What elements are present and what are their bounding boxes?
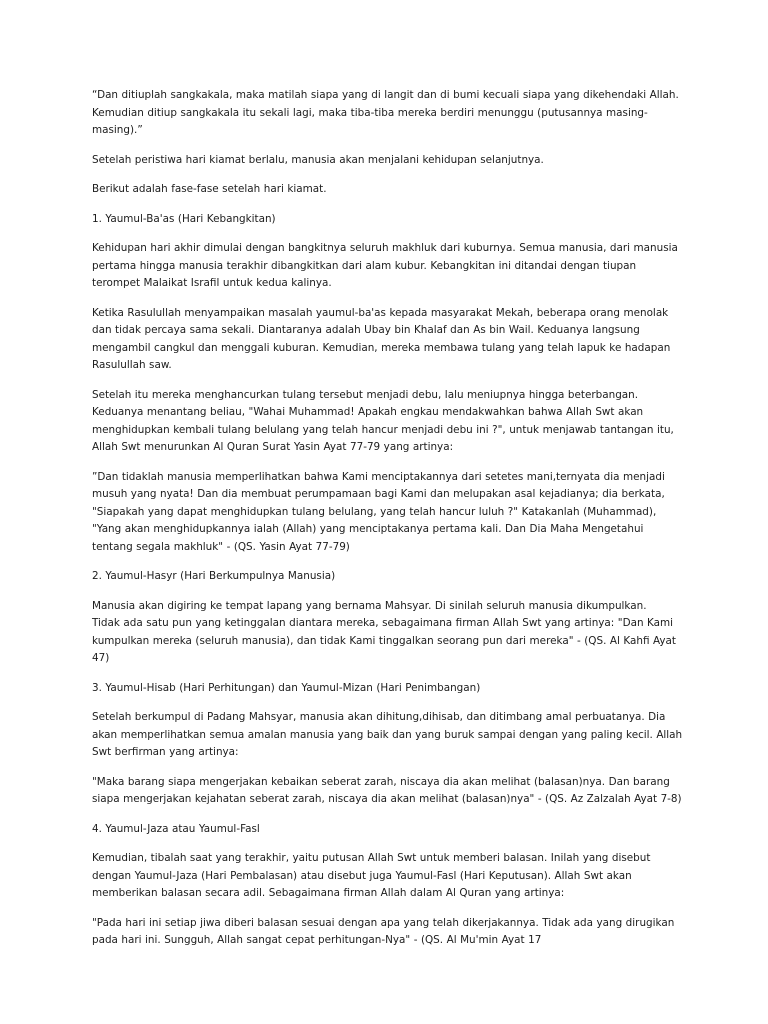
text-line: "Yang akan menghidupkannya ialah (Allah) yang menciptakanya pertama kali. Dan Dia Maha Mengetahui	[92, 523, 644, 535]
body-paragraph	[92, 598, 682, 668]
text-line: terompet Malaikat Israfil untuk kedua kalinya.	[92, 277, 332, 289]
text-line: Kemudian, tibalah saat yang terakhir, yaitu putusan Allah Swt untuk memberi balasan. Inilah yang disebut	[92, 852, 651, 864]
text-line: memberikan balasan secara adil. Sebagaimana firman Allah dalam Al Quran yang artinya:	[92, 887, 565, 899]
text-line: Rasulullah saw.	[92, 359, 172, 371]
text-line: Setelah berkumpul di Padang Mahsyar, manusia akan dihitung,dihisab, dan ditimbang amal perbuatanya. Dia	[92, 711, 666, 723]
text-line: ”Dan tidaklah manusia memperlihatkan bahwa Kami menciptakannya dari setetes mani,ternyata dia menjadi	[92, 470, 665, 483]
quote-paragraph	[92, 915, 682, 950]
section-heading	[92, 568, 682, 586]
text-line: kumpulkan mereka (seluruh manusia), dan tidak Kami tinggalkan seorang pun dari mereka" - (QS. Al Kahfi Ayat	[92, 634, 676, 647]
quote-paragraph	[92, 87, 682, 140]
text-line: Manusia akan digiring ke tempat lapang yang bernama Mahsyar. Di sinilah seluruh manusia dikumpulkan.	[92, 599, 647, 612]
text-line: Setelah itu mereka menghancurkan tulang tersebut menjadi debu, lalu meniupnya hingga beterbangan.	[92, 388, 639, 401]
text-line: masing).”	[92, 124, 143, 136]
text-line: "Maka barang siapa mengerjakan kebaikan seberat zarah, niscaya dia akan melihat (balasan)nya. Dan barang	[92, 775, 670, 788]
text-line: Swt berfirman yang artinya:	[92, 746, 239, 758]
text-line: Kehidupan hari akhir dimulai dengan bangkitnya seluruh makhluk dari kuburnya. Semua manusia, dari manusia	[92, 242, 678, 254]
body-paragraph	[92, 181, 682, 199]
text-line: Kemudian ditiup sangkakala itu sekali lagi, maka tiba-tiba mereka berdiri menunggu (putusannya masing-	[92, 106, 648, 119]
quote-paragraph	[92, 774, 682, 809]
text-line: Tidak ada satu pun yang ketinggalan diantara mereka, sebagaimana firman Allah Swt yang artinya: "Dan Kami	[92, 617, 674, 629]
text-line: tentang segala makhluk" - (QS. Yasin Ayat 77-79)	[92, 540, 350, 553]
document-page	[92, 87, 682, 962]
body-paragraph	[92, 152, 682, 170]
text-line: pada hari ini. Sungguh, Allah sangat cepat perhitungan-Nya" - (QS. Al Mu'min Ayat 17	[92, 934, 542, 946]
text-line: pertama hingga manusia terakhir dibangkitkan dari alam kubur. Kebangkitan ini ditandai dengan tiupan	[92, 259, 637, 272]
text-line: Berikut adalah fase-fase setelah hari kiamat.	[92, 183, 327, 195]
quote-paragraph	[92, 469, 682, 557]
text-line: 47)	[92, 652, 110, 664]
text-line: "Pada hari ini setiap jiwa diberi balasan sesuai dengan apa yang telah dikerjakannya. Tidak ada yang dirugikan	[92, 916, 675, 929]
section-heading	[92, 211, 682, 229]
text-line: "Siapakah yang dapat menghidupkan tulang belulang, yang telah hancur luluh ?" Katakanlah (Muhammad),	[92, 505, 657, 518]
text-line: 4. Yaumul-Jaza atau Yaumul-Fasl	[92, 822, 260, 835]
text-line: “Dan ditiuplah sangkakala, maka matilah siapa yang di langit dan di bumi kecuali siapa yang dikehendaki Allah.	[92, 89, 679, 101]
body-paragraph	[92, 709, 682, 762]
text-line: akan memperlihatkan semua amalan manusia yang baik dan yang buruk sampai dengan yang paling kecil. Allah	[92, 728, 683, 741]
text-line: dengan Yaumul-Jaza (Hari Pembalasan) atau disebut juga Yaumul-Fasl (Hari Keputusan). Allah Swt akan	[92, 869, 632, 882]
text-line: Ketika Rasulullah menyampaikan masalah yaumul-ba'as kepada masyarakat Mekah, beberapa orang menolak	[92, 306, 669, 319]
text-line: 3. Yaumul-Hisab (Hari Perhitungan) dan Yaumul-Mizan (Hari Penimbangan)	[92, 681, 481, 694]
text-line: 1. Yaumul-Ba'as (Hari Kebangkitan)	[92, 212, 276, 225]
text-line: siapa mengerjakan kejahatan seberat zarah, niscaya dia akan melihat (balasan)nya" - (QS. Az Zalzalah Ayat 7-8)	[92, 793, 682, 805]
body-paragraph	[92, 305, 682, 375]
text-line: Setelah peristiwa hari kiamat berlalu, manusia akan menjalani kehidupan selanjutnya.	[92, 153, 544, 166]
text-line: menghidupkan kembali tulang belulang yang telah hancur menjadi debu ini ?", untuk menjawab tantangan itu,	[92, 423, 674, 436]
text-line: Allah Swt menurunkan Al Quran Surat Yasin Ayat 77-79 yang artinya:	[92, 441, 454, 453]
text-line: dan tidak percaya sama sekali. Diantaranya adalah Ubay bin Khalaf dan As bin Wail. Keduanya langsung	[92, 324, 640, 336]
body-paragraph	[92, 850, 682, 903]
body-paragraph	[92, 387, 682, 457]
body-paragraph	[92, 240, 682, 293]
text-line: 2. Yaumul-Hasyr (Hari Berkumpulnya Manusia)	[92, 570, 336, 582]
text-line: mengambil cangkul dan menggali kuburan. Kemudian, mereka membawa tulang yang telah lapuk ke hadapan	[92, 341, 671, 354]
section-heading	[92, 680, 682, 698]
text-line: Keduanya menantang beliau, "Wahai Muhammad! Apakah engkau mendakwahkan bahwa Allah Swt akan	[92, 406, 644, 418]
section-heading	[92, 821, 682, 839]
text-line: musuh yang nyata! Dan dia membuat perumpamaan bagi Kami dan melupakan asal kejadianya; dia berkata,	[92, 488, 665, 500]
